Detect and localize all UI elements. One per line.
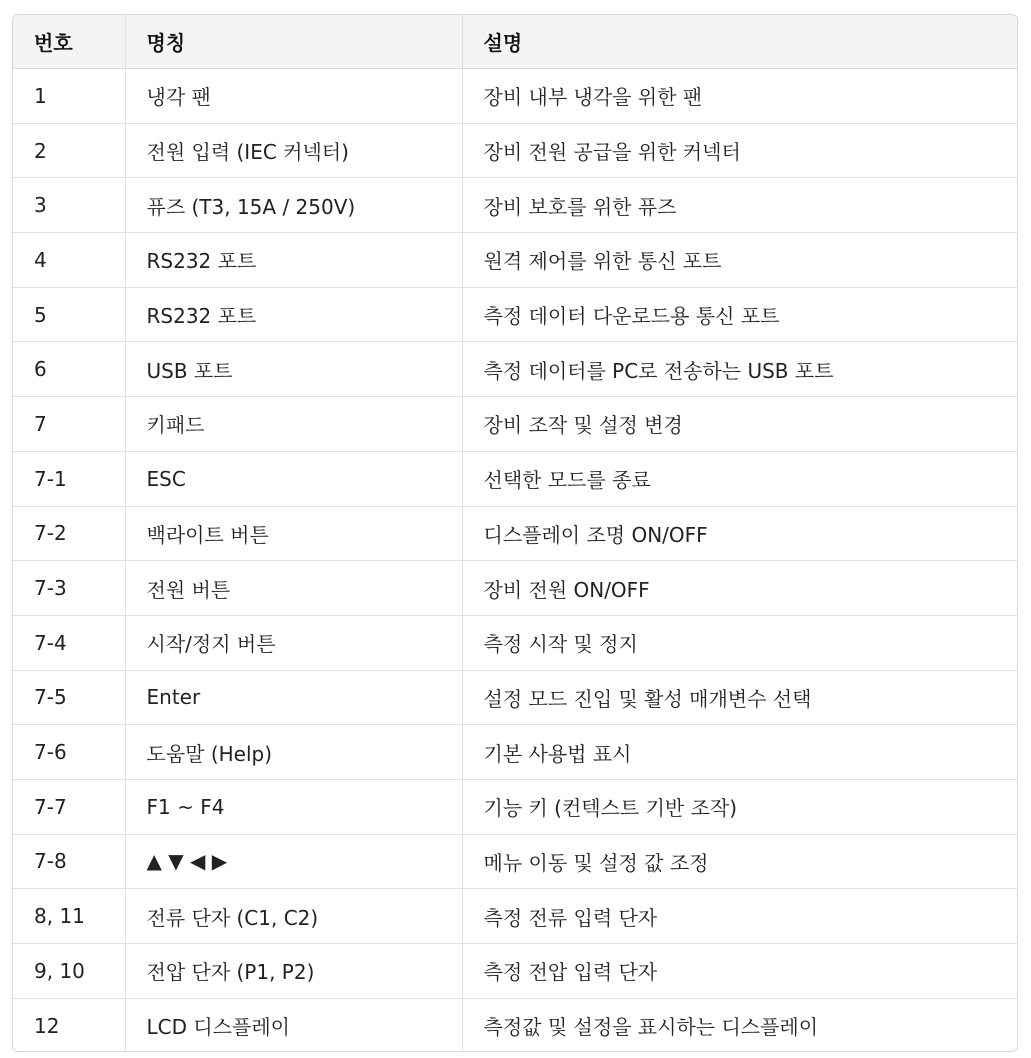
cell-number: 7-5 [13, 670, 125, 725]
table-row [13, 561, 1017, 616]
cell-description: 측정 데이터를 PC로 전송하는 USB 포트 [462, 342, 1017, 397]
cell-name: 냉각 팬 [125, 69, 462, 124]
cell-number: 12 [13, 998, 125, 1052]
cell-description: 장비 조작 및 설정 변경 [462, 397, 1017, 452]
cell-name: RS232 포트 [125, 233, 462, 288]
cell-number: 6 [13, 342, 125, 397]
cell-description: 장비 전원 공급을 위한 커넥터 [462, 123, 1017, 178]
cell-description: 측정값 및 설정을 표시하는 디스플레이 [483, 1015, 819, 1040]
cell-description: 메뉴 이동 및 설정 값 조정 [462, 834, 1017, 889]
cell-description: 장비 보호를 위한 퓨즈 [462, 178, 1017, 233]
cell-number: 7-3 [13, 561, 125, 616]
table-row [13, 506, 1017, 561]
cell-number: 7 [13, 397, 125, 452]
cell-name: LCD 디스플레이 [125, 998, 462, 1052]
table-body [13, 69, 1017, 1053]
cell-number: 7-4 [13, 615, 125, 670]
table-row [13, 615, 1017, 670]
cell-name: 전압 단자 (P1, P2) [125, 944, 462, 999]
cell-name: RS232 포트 [125, 287, 462, 342]
table-row [13, 451, 1017, 506]
table-row [13, 779, 1017, 834]
cell-name: ▲ ▼ ◀ ▶ [125, 834, 462, 889]
table-row [13, 342, 1017, 397]
cell-number: 7-2 [13, 506, 125, 561]
cell-number: 4 [13, 233, 125, 288]
cell-description: 측정 데이터 다운로드용 통신 포트 [462, 287, 1017, 342]
table-row [13, 123, 1017, 178]
cell-description: 장비 내부 냉각을 위한 팬 [462, 69, 1017, 124]
table-row [13, 889, 1017, 944]
cell-description: 디스플레이 조명 ON/OFF [462, 506, 1017, 561]
cell-description: 장비 전원 ON/OFF [462, 561, 1017, 616]
cell-name: 전원 입력 (IEC 커넥터) [125, 123, 462, 178]
table-row [13, 178, 1017, 233]
cell-number: 7-8 [13, 834, 125, 889]
table-row [13, 670, 1017, 725]
cell-description: 설정 모드 진입 및 활성 매개변수 선택 [462, 670, 1017, 725]
cell-number: 7-7 [13, 779, 125, 834]
table-row [13, 233, 1017, 288]
table-header [13, 15, 1017, 69]
cell-name: 퓨즈 (T3, 15A / 250V) [125, 178, 462, 233]
cell-number: 8, 11 [13, 889, 125, 944]
cell-description: 기본 사용법 표시 [462, 725, 1017, 780]
cell-description: 기능 키 (컨텍스트 기반 조작) [462, 779, 1017, 834]
cell-description: 측정 전압 입력 단자 [462, 944, 1017, 999]
cell-name: 백라이트 버튼 [125, 506, 462, 561]
cell-number: 9, 10 [13, 944, 125, 999]
cell-description: 측정 시작 및 정지 [462, 615, 1017, 670]
cell-name: ESC [125, 451, 462, 506]
cell-name: F1 ~ F4 [125, 779, 462, 834]
components-table-container [12, 14, 1018, 1052]
table-row [13, 944, 1017, 999]
cell-description: 선택한 모드를 종료 [462, 451, 1017, 506]
cell-name: 시작/정지 버튼 [125, 615, 462, 670]
table-row [13, 998, 1017, 1052]
cell-number: 1 [13, 69, 125, 124]
cell-name: 전원 버튼 [125, 561, 462, 616]
cell-name: Enter [125, 670, 462, 725]
cell-number: 7-1 [13, 451, 125, 506]
header-row [13, 15, 1017, 69]
header-name: 명칭 [125, 15, 462, 69]
cell-number: 3 [13, 178, 125, 233]
cell-name: 도움말 (Help) [125, 725, 462, 780]
cell-description: 원격 제어를 위한 통신 포트 [462, 233, 1017, 288]
header-number: 번호 [13, 15, 125, 69]
table-row [13, 397, 1017, 452]
cell-name: 전류 단자 (C1, C2) [125, 889, 462, 944]
cell-number: 5 [13, 287, 125, 342]
table-row [13, 69, 1017, 124]
cell-description: 측정 전류 입력 단자 [462, 889, 1017, 944]
table-row [13, 725, 1017, 780]
table-row [13, 287, 1017, 342]
cell-name: USB 포트 [125, 342, 462, 397]
components-table [13, 15, 1017, 1052]
cell-number: 7-6 [13, 725, 125, 780]
header-description: 설명 [462, 15, 1017, 69]
cell-name: 키패드 [125, 397, 462, 452]
cell-number: 2 [13, 123, 125, 178]
table-row [13, 834, 1017, 889]
